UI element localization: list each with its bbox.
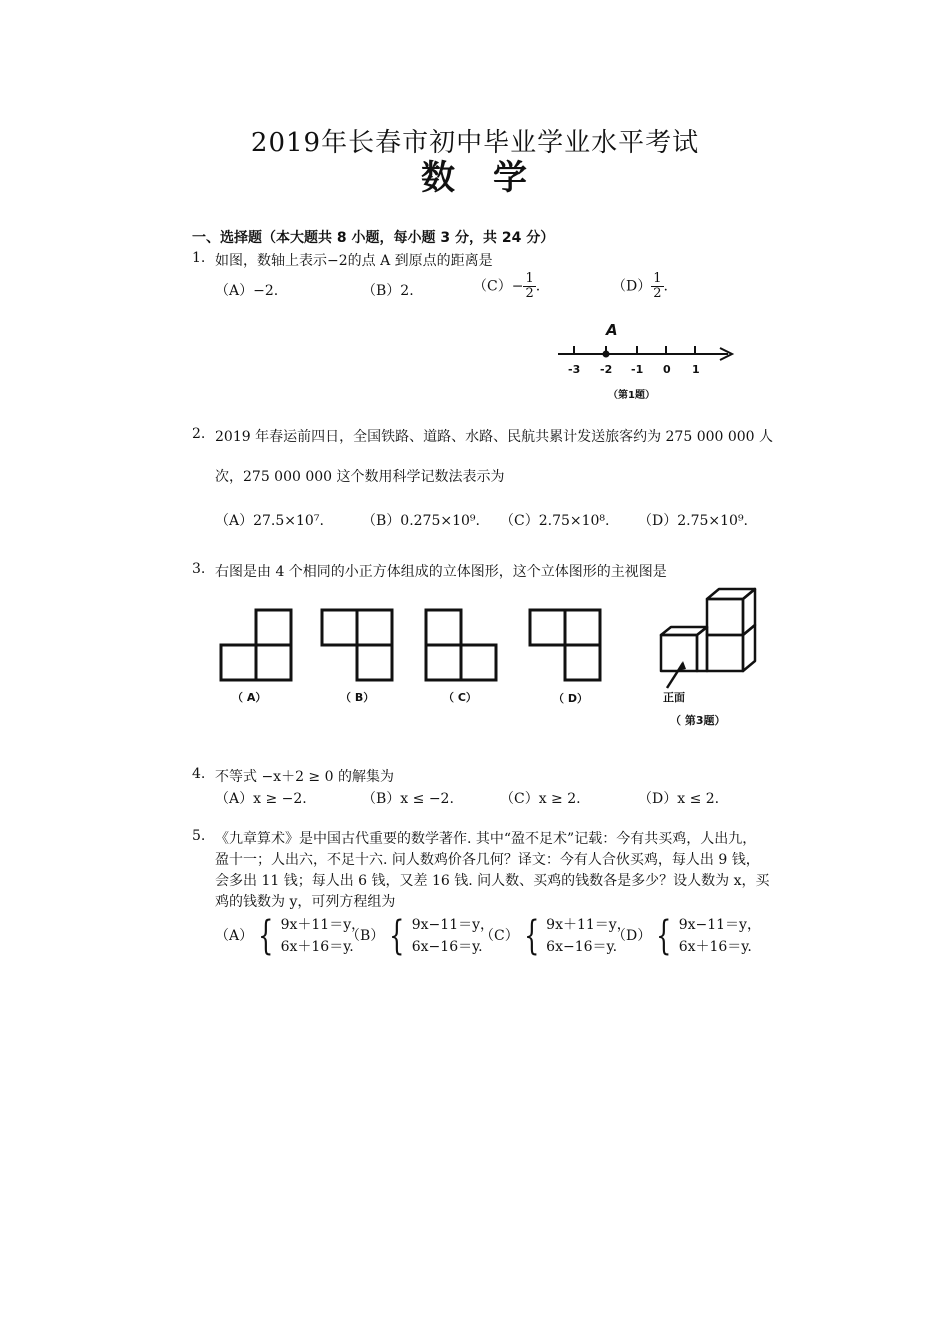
equation: 6x−16＝y. [411,939,483,955]
q1-option-c-denominator: 2 [525,286,534,301]
q5-option-d-system [679,914,761,958]
q3-figure-caption: （ 第3题） [670,714,726,727]
q5-option-a-label: （A） [215,928,254,944]
q5-number: 5. [192,828,206,844]
q1-option-c-fraction [523,272,535,301]
q5-option-c-label: （C） [480,928,519,944]
q3-option-c-label: （ C） [443,691,477,704]
q1-option-c-numerator: 1 [525,271,534,286]
q1-option-d-label: （D） [612,278,652,295]
q4-option-a: （A）x ≥ −2. [215,791,307,807]
q1-option-d-numerator: 1 [653,271,662,286]
q1-option-d-tail: . [663,278,668,295]
q5-option-d-label: （D） [612,928,652,944]
q2-option-b: （B）0.275×10⁹. [362,513,480,529]
q4-option-d: （D）x ≤ 2. [638,791,720,807]
q3-front-label: 正面 [663,691,685,704]
brace-icon: { [523,913,540,959]
q3-option-a-figure [218,606,298,686]
equation: 6x−16＝y. [546,939,618,955]
q5-option-d [612,914,761,958]
q1-figure-caption: （第1题） [608,390,655,401]
equation: 9x＋11＝y， [546,917,631,933]
q5-line-4: 鸡的钱数为 y，可列方程组为 [215,894,396,910]
tick-label: -1 [631,363,644,376]
q4-option-b: （B）x ≤ −2. [362,791,454,807]
q3-option-b-label: （ B） [340,691,375,704]
q2-number: 2. [192,426,206,442]
q1-option-d-denominator: 2 [653,286,662,301]
q1-option-d-fraction [651,272,663,301]
q5-option-a [215,914,365,958]
tick-label: 1 [692,363,700,376]
brace-icon: { [389,913,405,959]
q1-stem: 如图，数轴上表示−2的点 A 到原点的距离是 [215,253,493,269]
equation: 9x−11＝y， [411,917,495,933]
q5-option-b [346,914,494,958]
q1-option-a: （A）−2. [215,283,279,299]
q3-stem: 右图是由 4 个相同的小正方体组成的立体图形，这个立体图形的主视图是 [215,564,667,580]
q5-option-b-label: （B） [346,928,385,944]
q2-option-d: （D）2.75×10⁹. [638,513,749,529]
equation: 9x−11＝y， [678,917,761,933]
q1-option-c-tail: . [535,278,541,295]
point-a-dot [603,351,610,358]
q5-line-1: 《九章算术》是中国古代重要的数学著作. 其中“盈不足术”记载：今有共买鸡，人出九， [215,831,757,847]
exam-title: 2019年长春市初中毕业学业水平考试 [250,128,700,158]
q2-line-1: 2019 年春运前四日，全国铁路、道路、水路、民航共累计发送旅客约为 275 000 000 人 [215,429,774,445]
section-heading: 一、选择题（本大题共 8 小题，每小题 3 分，共 24 分） [192,230,555,246]
q3-option-d-label: （ D） [553,692,588,705]
q1-number: 1. [192,250,206,266]
equation: 9x＋11＝y， [280,917,366,933]
equation: 6x＋16＝y. [280,939,354,955]
brace-icon: { [258,913,274,959]
q3-number: 3. [192,561,206,577]
brace-icon: { [656,913,672,959]
q5-option-c [480,914,631,958]
q3-option-d-figure [526,606,606,686]
tick-label: 0 [663,363,671,376]
q1-option-c-label: （C）− [473,278,524,295]
q5-line-2: 盈十一；人出六，不足十六. 问人数鸡价各几何？译文：今有人合伙买鸡，每人出 9 钱， [215,852,760,868]
q1-option-c [473,272,540,301]
exam-subject: 数 学 [421,158,529,198]
q2-line-2: 次，275 000 000 这个数用科学记数法表示为 [215,469,505,485]
tick-label: -2 [600,363,613,376]
q4-option-c: （C）x ≥ 2. [500,791,581,807]
q2-option-c: （C）2.75×10⁸. [500,513,610,529]
point-a-label: A [606,321,618,339]
q1-number-line-figure [550,318,750,408]
tick-label: -3 [568,363,581,376]
q3-cube-figure [655,585,765,705]
q3-option-b-figure [318,606,398,686]
q1-option-b: （B）2. [362,283,414,299]
q4-number: 4. [192,766,206,782]
q3-option-c-figure [422,606,502,686]
q5-line-3: 会多出 11 钱；每人出 6 钱，又差 16 钱. 问人数、买鸡的钱数各是多少？设人数为 x，买 [215,873,770,889]
q1-option-d [612,272,668,301]
q2-option-a: （A）27.5×10⁷. [215,513,324,529]
q4-stem: 不等式 −x＋2 ≥ 0 的解集为 [215,769,394,785]
equation: 6x＋16＝y. [678,939,752,955]
q3-option-a-label: （ A） [232,691,267,704]
